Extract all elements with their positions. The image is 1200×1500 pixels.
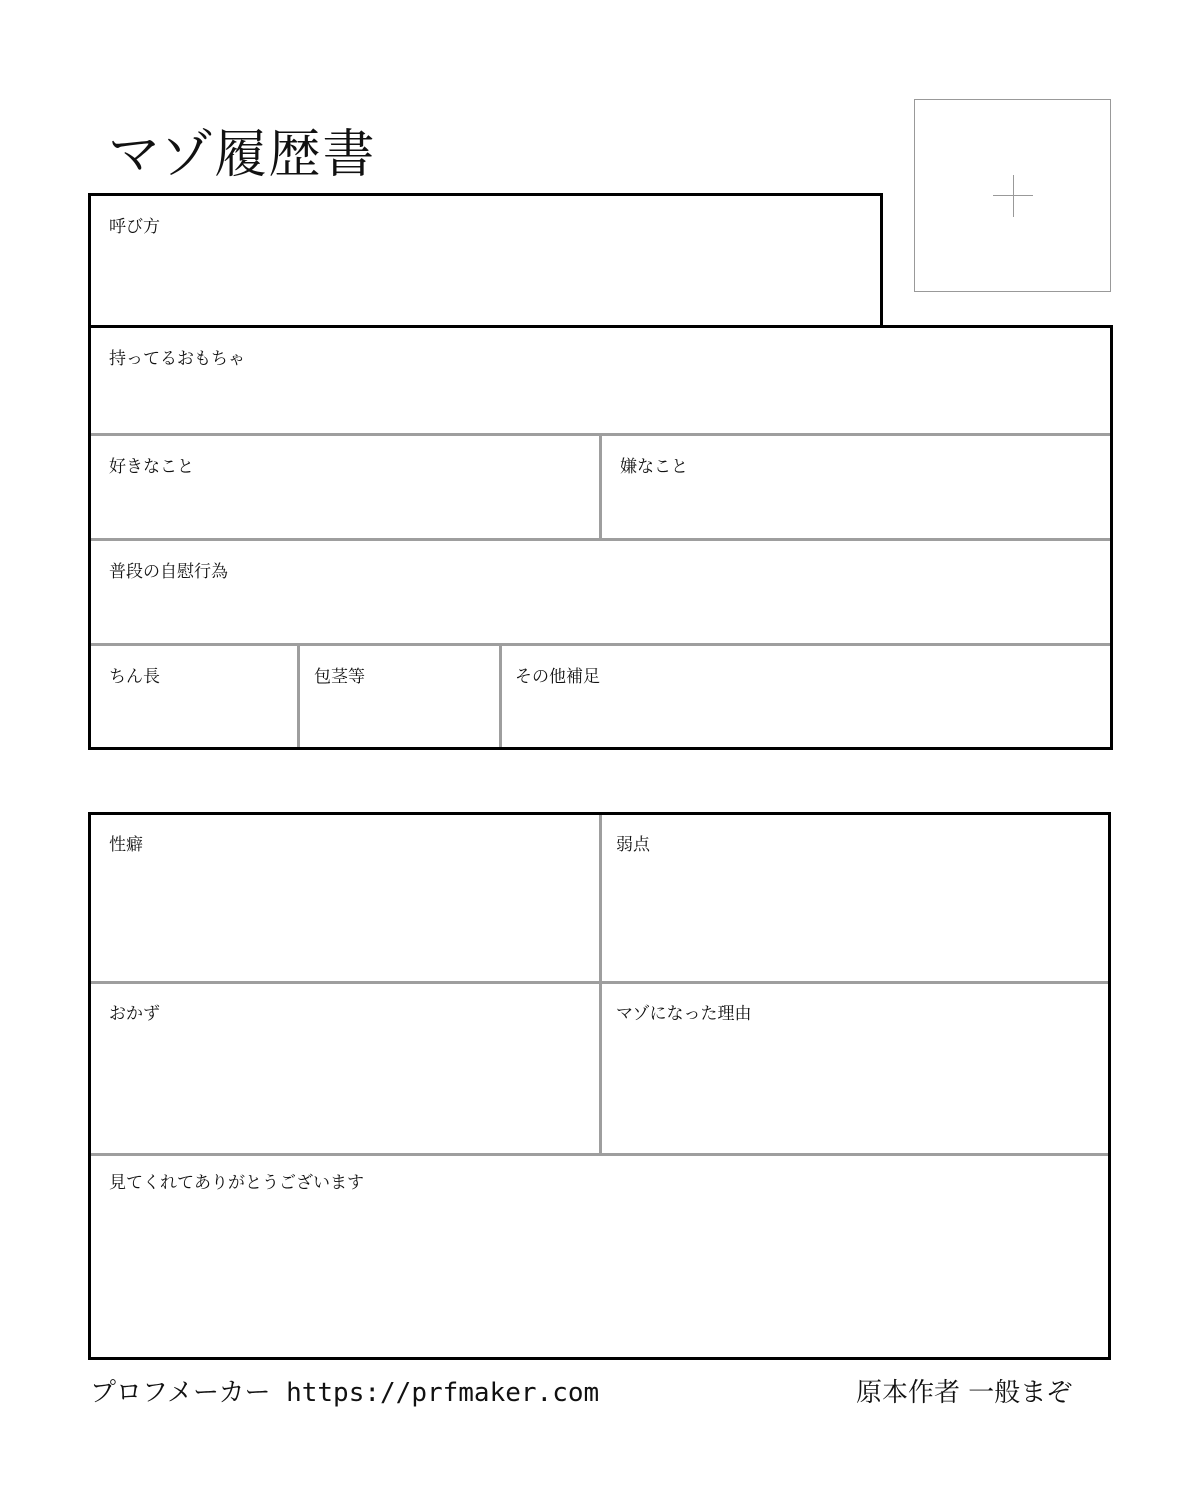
field-chincho[interactable] [91,646,297,747]
label-omocha: 持ってるおもちゃ [109,349,245,369]
footer-credit-link[interactable]: プロフメーカー https://prfmaker.com [90,1378,600,1408]
label-okazu: おかず [109,1004,160,1024]
field-jii[interactable] [91,541,1110,643]
label-yobikata: 呼び方 [109,217,160,237]
field-sonota[interactable] [502,646,1110,747]
field-omocha[interactable] [91,328,1110,433]
label-chincho: ちん長 [109,667,160,687]
field-riyu[interactable] [602,984,1108,1153]
field-okazu[interactable] [91,984,599,1153]
field-seiheki[interactable] [91,815,599,981]
label-thanks: 見てくれてありがとうございます [109,1173,364,1193]
field-houkei[interactable] [300,646,499,747]
label-sonota: その他補足 [515,667,600,687]
footer-author: 原本作者 一般まぞ [856,1378,1073,1408]
label-iya: 嫌なこと [620,457,688,477]
profile-section-1 [88,325,1113,750]
label-jakuten: 弱点 [616,835,650,855]
field-iya[interactable] [602,436,1110,538]
field-jakuten[interactable] [602,815,1108,981]
label-suki: 好きなこと [109,457,194,477]
label-jii: 普段の自慰行為 [109,562,228,582]
field-thanks[interactable] [91,1156,1108,1357]
name-box [88,193,883,331]
field-suki[interactable] [91,436,599,538]
label-houkei: 包茎等 [314,667,365,687]
photo-upload-box[interactable] [914,99,1111,292]
label-riyu: マゾになった理由 [616,1004,752,1024]
page-title: マゾ履歴書 [108,125,377,185]
profile-section-2 [88,812,1111,1360]
label-seiheki: 性癖 [109,835,143,855]
